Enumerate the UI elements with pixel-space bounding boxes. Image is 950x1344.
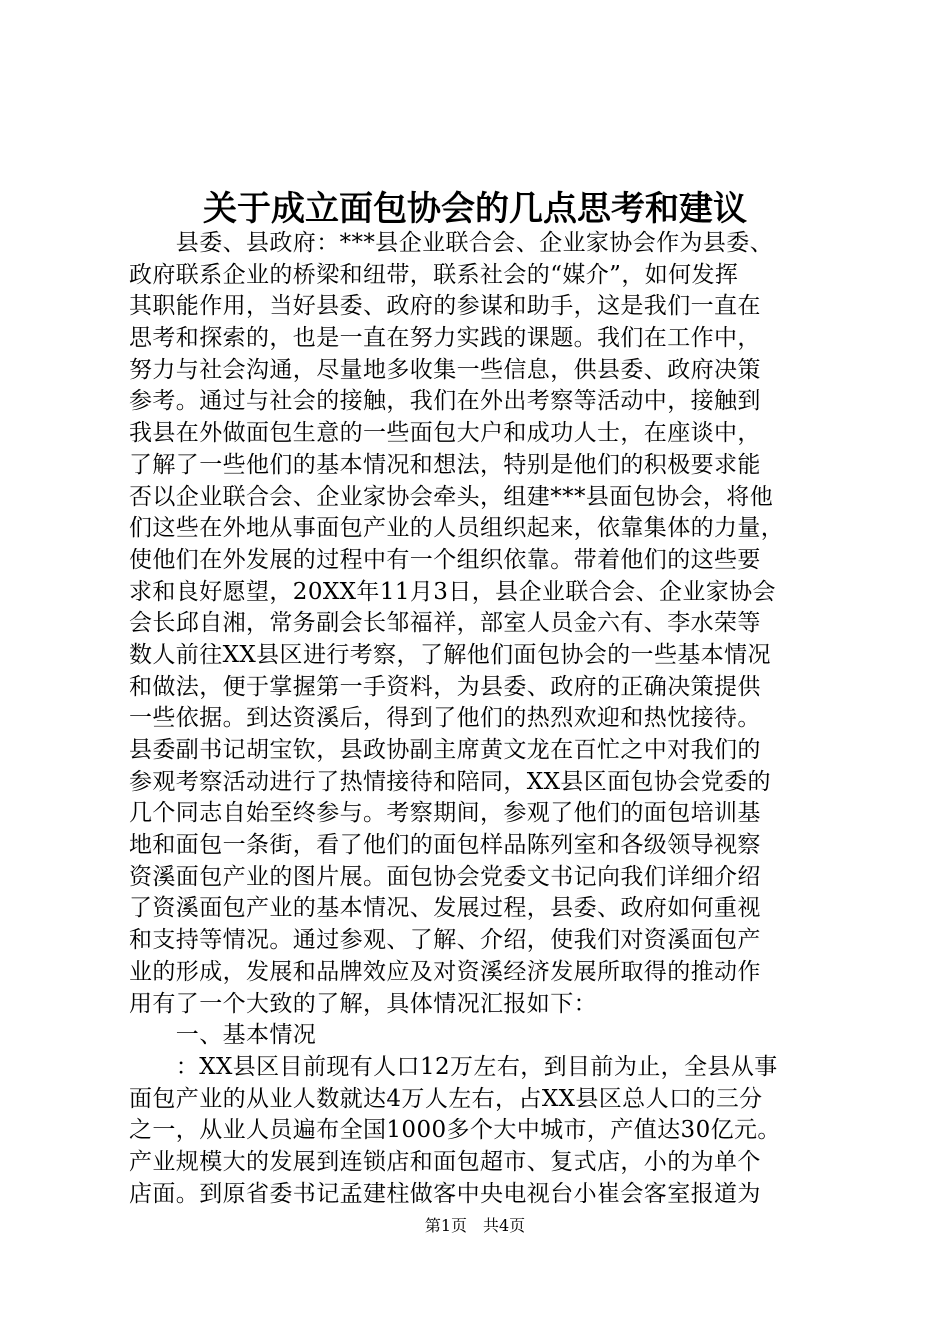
document-title: 关于成立面包协会的几点思考和建议 bbox=[203, 189, 747, 229]
body-line: 否以企业联合会、企业家协会牵头，组建***县面包协会，将他 bbox=[129, 483, 774, 510]
body-line: 会长邱自湘，常务副会长邹福祥，部室人员金六有、李水荣等 bbox=[129, 610, 761, 637]
body-line: 数人前往XX县区进行考察，了解他们面包协会的一些基本情况 bbox=[129, 641, 771, 668]
body-line: 其职能作用，当好县委、政府的参谋和助手，这是我们一直在 bbox=[129, 293, 761, 320]
body-line: 用有了一个大致的了解，具体情况汇报如下： bbox=[129, 990, 597, 1017]
document-body bbox=[129, 228, 829, 1210]
body-line: 店面。到原省委书记孟建柱做客中央电视台小崔会客室报道为 bbox=[129, 1180, 761, 1207]
body-line: 面包产业的从业人数就达4万人左右，占XX县区总人口的三分 bbox=[129, 1085, 763, 1112]
body-line: 几个同志自始至终参与。考察期间，参观了他们的面包培训基 bbox=[129, 800, 761, 827]
body-line: 了资溪面包产业的基本情况、发展过程，县委、政府如何重视 bbox=[129, 895, 761, 922]
body-line: ：XX县区目前现有人口12万左右，到目前为止，全县从事 bbox=[129, 1053, 778, 1080]
body-line: 了解了一些他们的基本情况和想法，特别是他们的积极要求能 bbox=[129, 451, 761, 478]
body-line: 参考。通过与社会的接触，我们在外出考察等活动中，接触到 bbox=[129, 388, 761, 415]
body-line: 县委副书记胡宝钦，县政协副主席黄文龙在百忙之中对我们的 bbox=[129, 737, 761, 763]
body-line: 努力与社会沟通，尽量地多收集一些信息，供县委、政府决策 bbox=[129, 356, 761, 383]
body-line: 和做法，便于掌握第一手资料，为县委、政府的正确决策提供 bbox=[129, 673, 761, 700]
body-line: 产业规模大的发展到连锁店和面包超市、复式店，小的为单个 bbox=[129, 1148, 761, 1175]
body-line: 思考和探索的，也是一直在努力实践的课题。我们在工作中， bbox=[129, 325, 761, 352]
body-line: 资溪面包产业的图片展。面包协会党委文书记向我们详细介绍 bbox=[129, 863, 761, 890]
body-line: 和支持等情况。通过参观、了解、介绍，使我们对资溪面包产 bbox=[129, 927, 761, 954]
body-line: 一、基本情况 bbox=[129, 1022, 317, 1049]
body-line: 业的形成，发展和品牌效应及对资溪经济发展所取得的推动作 bbox=[129, 958, 761, 985]
body-line: 一些依据。到达资溪后，得到了他们的热烈欢迎和热忱接待。 bbox=[129, 705, 761, 732]
body-line: 地和面包一条街，看了他们的面包样品陈列室和各级领导视察 bbox=[129, 832, 761, 859]
page-footer: 第1页 共4页 bbox=[424, 1216, 526, 1235]
body-line: 参观考察活动进行了热情接待和陪同，XX县区面包协会党委的 bbox=[129, 768, 771, 795]
body-line: 求和良好愿望，20XX年11月3日，县企业联合会、企业家协会 bbox=[129, 578, 776, 605]
body-line: 县委、县政府：***县企业联合会、企业家协会作为县委、 bbox=[129, 230, 774, 256]
body-line: 们这些在外地从事面包产业的人员组织起来，依靠集体的力量， bbox=[129, 515, 785, 542]
body-line: 我县在外做面包生意的一些面包大户和成功人士，在座谈中， bbox=[129, 420, 761, 447]
body-line: 使他们在外发展的过程中有一个组织依靠。带着他们的这些要 bbox=[129, 546, 761, 573]
body-line: 之一，从业人员遍布全国1000多个大中城市，产值达30亿元。 bbox=[129, 1117, 781, 1144]
body-line: 政府联系企业的桥梁和纽带，联系社会的“媒介”，如何发挥 bbox=[129, 261, 739, 288]
